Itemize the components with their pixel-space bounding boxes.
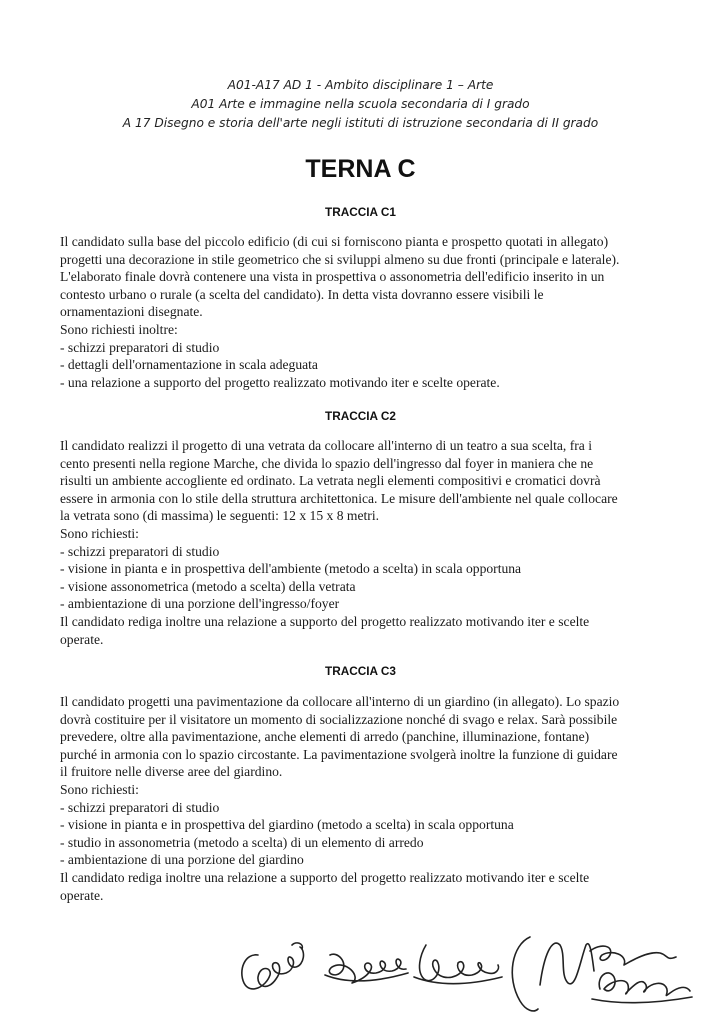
body-line: ornamentazioni disegnate. (60, 304, 203, 320)
body-line: - dettagli dell'ornamentazione in scala adeguata (60, 357, 318, 373)
body-line: la vetrata sono (di massima) le seguenti: 12 x 15 x 8 metri. (60, 508, 380, 524)
body-line: L'elaborato finale dovrà contenere una vista in prospettiva o assonometria dell'edificio inserito in un (60, 269, 605, 285)
section-title-c2: TRACCIA C2 (324, 409, 396, 423)
body-line: - ambientazione di una porzione del giardino (60, 852, 304, 868)
body-line: contesto urbano o rurale (a scelta del candidato). In detta vista dovranno essere visibili le (60, 286, 544, 302)
body-line: Sono richiesti inoltre: (60, 321, 178, 337)
body-line: - visione assonometrica (metodo a scelta) della vetrata (60, 578, 356, 594)
page-title: TERNA C (305, 155, 416, 183)
body-line: - schizzi preparatori di studio (60, 543, 220, 559)
body-line: risulti un ambiente accogliente ed ordinato. La vetrata negli elementi compositivi e cromatici dovrà (60, 473, 601, 489)
body-line: - schizzi preparatori di studio (60, 799, 220, 815)
body-line: - visione in pianta e in prospettiva dell'ambiente (metodo a scelta) in scala opportuna (60, 561, 522, 577)
signature-5 (599, 973, 690, 996)
header-line-3: A 17 Disegno e storia dell'arte negli istituti di istruzione secondaria di II grado (122, 116, 599, 130)
body-line: cento presenti nella regione Marche, che divida lo spazio dell'ingresso dal foyer in maniera che ne (60, 455, 594, 471)
body-line: Il candidato sulla base del piccolo edificio (di cui si forniscono pianta e prospetto quotati in allegato) (60, 234, 609, 249)
body-line: - schizzi preparatori di studio (60, 339, 220, 355)
body-line: - studio in assonometria (metodo a scelta) di un elemento di arredo (60, 834, 424, 850)
header-line-1: A01-A17 AD 1 - Ambito disciplinare 1 – Arte (227, 78, 494, 92)
body-line: dovrà costituire per il visitatore un momento di socializzazione nonché di svago e relax. Sarà possibile (60, 711, 618, 727)
body-line: Il candidato rediga inoltre una relazione a supporto del progetto realizzato motivando iter e scelte (60, 869, 590, 885)
signature-1 (242, 947, 304, 989)
body-line: - una relazione a supporto del progetto realizzato motivando iter e scelte operate. (60, 374, 500, 390)
section-body-c3 (60, 693, 680, 904)
body-line: il fruitore nelle diverse aree del giardino. (60, 764, 283, 780)
body-line: Il candidato rediga inoltre una relazione a supporto del progetto realizzato motivando iter e scelte (60, 613, 590, 629)
body-line: Sono richiesti: (60, 781, 139, 797)
header-line-2: A01 Arte e immagine nella scuola secondaria di I grado (191, 97, 530, 111)
body-line: purché in armonia con lo spazio circostante. La pavimentazione svolgerà inoltre la funzione di guidare (60, 746, 618, 762)
body-line: - visione in pianta e in prospettiva del giardino (metodo a scelta) in scala opportuna (60, 817, 514, 833)
body-line: - ambientazione di una porzione dell'ingresso/foyer (60, 596, 340, 612)
handwritten-signatures (230, 915, 700, 1020)
section-title-c1: TRACCIA C1 (324, 205, 396, 219)
document-header (0, 76, 721, 133)
signature-3 (420, 945, 499, 981)
body-line: progetti una decorazione in stile geometrico che si sviluppi almeno su due fronti (principale e laterale). (60, 251, 620, 267)
body-line: Sono richiesti: (60, 525, 139, 541)
body-line: essere in armonia con lo stile della struttura architettonica. Le misure dell'ambiente nel quale collocare (60, 490, 618, 506)
body-line: operate. (60, 887, 104, 903)
body-line: operate. (60, 631, 104, 647)
section-body-c1 (60, 233, 680, 391)
body-line: Il candidato realizzi il progetto di una vetrata da collocare all'interno di un teatro a sua scelta, fra i (60, 438, 592, 453)
section-body-c2 (60, 437, 680, 648)
section-title-c3: TRACCIA C3 (324, 664, 396, 678)
signature-4 (512, 937, 538, 1011)
body-line: prevedere, oltre alla pavimentazione, anche elementi di arredo (panchine, illuminazione, fontane) (60, 729, 590, 745)
body-line: Il candidato progetti una pavimentazione da collocare all'interno di un giardino (in allegato). Lo spazio (60, 694, 620, 709)
